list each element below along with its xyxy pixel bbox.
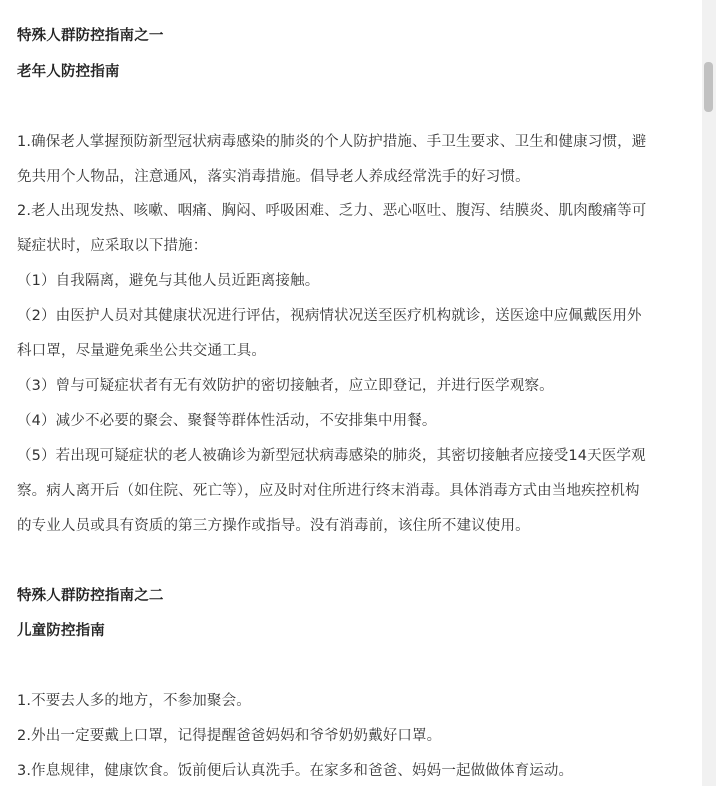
paragraph-line: （3）曾与可疑症状者有无有效防护的密切接触者，应立即登记，并进行医学观察。 — [17, 378, 554, 394]
paragraph-line: 免共用个人物品，注意通风，落实消毒措施。倡导老人养成经常洗手的好习惯。 — [17, 169, 530, 185]
paragraph-line: 疑症状时，应采取以下措施： — [17, 238, 208, 254]
paragraph-line: 1.不要去人多的地方，不参加聚会。 — [17, 693, 251, 709]
section-2-subheading: 儿童防控指南 — [17, 623, 105, 639]
paragraph-line: （2）由医护人员对其健康状况进行评估，视病情状况送至医疗机构就诊，送医途中应佩戴医用外 — [17, 308, 642, 324]
section-1-heading: 特殊人群防控指南之一 — [17, 28, 164, 44]
paragraph-line: 1.确保老人掌握预防新型冠状病毒感染的肺炎的个人防护措施、手卫生要求、卫生和健康习惯，避 — [17, 134, 647, 150]
paragraph-line: （1）自我隔离，避免与其他人员近距离接触。 — [17, 273, 320, 289]
paragraph-line: 科口罩，尽量避免乘坐公共交通工具。 — [17, 343, 267, 359]
paragraph-line: 2.老人出现发热、咳嗽、咽痛、胸闷、呼吸困难、乏力、恶心呕吐、腹泻、结膜炎、肌肉酸痛等可 — [17, 203, 647, 219]
section-2-heading: 特殊人群防控指南之二 — [17, 588, 164, 604]
paragraph-line: 的专业人员或具有资质的第三方操作或指导。没有消毒前，该住所不建议使用。 — [17, 518, 530, 534]
scrollbar-thumb[interactable] — [704, 62, 713, 112]
paragraph-line: 3.作息规律，健康饮食。饭前便后认真洗手。在家多和爸爸、妈妈一起做做体育运动。 — [17, 763, 574, 779]
vertical-scrollbar[interactable] — [702, 0, 716, 786]
paragraph-line: 2.外出一定要戴上口罩，记得提醒爸爸妈妈和爷爷奶奶戴好口罩。 — [17, 728, 442, 744]
paragraph-line: （4）减少不必要的聚会、聚餐等群体性活动，不安排集中用餐。 — [17, 413, 437, 429]
paragraph-line: （5）若出现可疑症状的老人被确诊为新型冠状病毒感染的肺炎，其密切接触者应接受14天医学观 — [17, 448, 646, 464]
section-1-subheading: 老年人防控指南 — [17, 64, 120, 80]
paragraph-line: 察。病人离开后（如住院、死亡等），应及时对住所进行终末消毒。具体消毒方式由当地疾控机构 — [17, 483, 640, 499]
